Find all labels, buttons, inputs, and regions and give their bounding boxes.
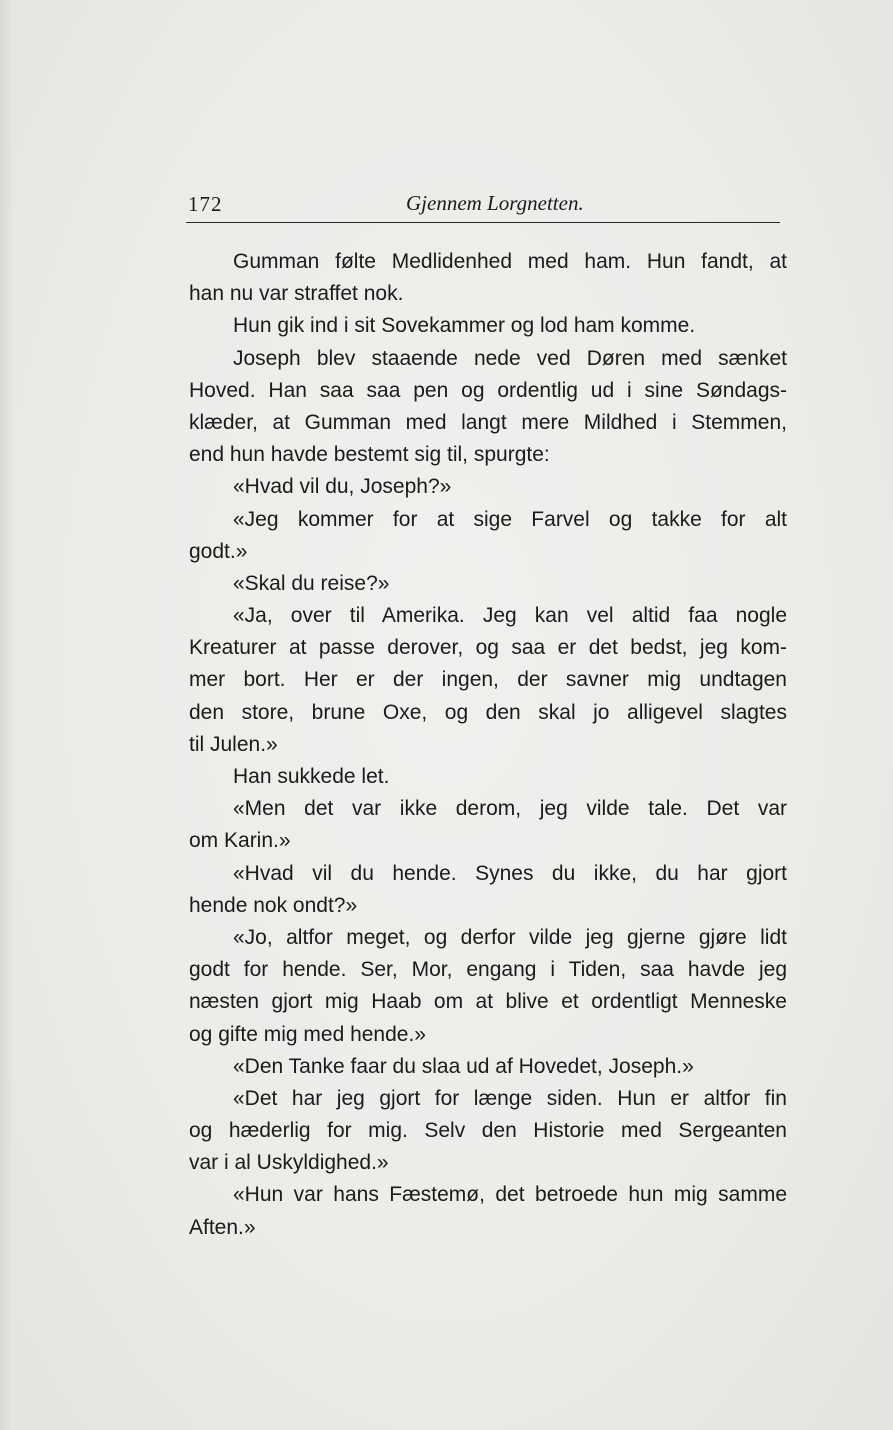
text-line: «Hvad vil du, Joseph?» <box>233 475 452 499</box>
text-line: om Karin.» <box>189 829 291 853</box>
text-line: han nu var straffet nok. <box>189 282 404 306</box>
header-rule <box>186 222 780 223</box>
text-line: «Den Tanke faar du slaa ud af Hovedet, Joseph.» <box>233 1054 694 1078</box>
text-line: «Hvad vil du hende. Synes du ikke, du har gjort <box>233 861 787 885</box>
text-line: Hoved. Han saa saa pen og ordentlig ud i sine Søndags- <box>189 378 787 402</box>
text-line: godt.» <box>189 539 248 563</box>
text-line: Hun gik ind i sit Sovekammer og lod ham komme. <box>233 314 696 338</box>
text-line: den store, brune Oxe, og den skal jo alligevel slagtes <box>189 700 787 724</box>
text-line: «Men det var ikke derom, jeg vilde tale. Det var <box>233 797 787 821</box>
text-line: klæder, at Gumman med langt mere Mildhed i Stemmen, <box>189 410 787 434</box>
text-line: mer bort. Her er der ingen, der savner mig undtagen <box>189 668 787 692</box>
page-edge-shadow <box>0 0 14 1430</box>
text-line: «Det har jeg gjort for længe siden. Hun er altfor fin <box>233 1086 787 1110</box>
text-line: godt for hende. Ser, Mor, engang i Tiden, saa havde jeg <box>189 958 787 982</box>
text-line: «Jeg kommer for at sige Farvel og takke for alt <box>233 507 787 531</box>
text-line: «Ja, over til Amerika. Jeg kan vel altid faa nogle <box>233 604 787 628</box>
text-line: og hæderlig for mig. Selv den Historie med Sergeanten <box>189 1119 787 1143</box>
text-line: Gumman følte Medlidenhed med ham. Hun fandt, at <box>233 250 787 273</box>
text-line: var i al Uskyldighed.» <box>189 1151 389 1175</box>
text-line: hende nok ondt?» <box>189 893 358 917</box>
text-line: Kreaturer at passe derover, og saa er det bedst, jeg kom- <box>189 636 787 660</box>
text-line: Joseph blev staaende nede ved Døren med sænket <box>233 346 787 370</box>
text-line: til Julen.» <box>189 732 278 756</box>
text-line: «Jo, altfor meget, og derfor vilde jeg gjerne gjøre lidt <box>233 925 787 949</box>
running-title: Gjennem Lorgnetten. <box>406 191 584 215</box>
text-line: end hun havde bestemt sig til, spurgte: <box>189 443 550 467</box>
text-line: næsten gjort mig Haab om at blive et ordentligt Menneske <box>189 990 787 1014</box>
text-line: Han sukkede let. <box>233 765 390 788</box>
text-line: «Hun var hans Fæstemø, det betroede hun mig samme <box>233 1183 787 1207</box>
text-line: «Skal du reise?» <box>233 571 390 595</box>
page-number: 172 <box>188 192 223 216</box>
body-text <box>189 246 787 1244</box>
text-line: Aften.» <box>189 1215 256 1239</box>
page-header <box>186 186 780 226</box>
text-line: og gifte mig med hende.» <box>189 1022 426 1046</box>
